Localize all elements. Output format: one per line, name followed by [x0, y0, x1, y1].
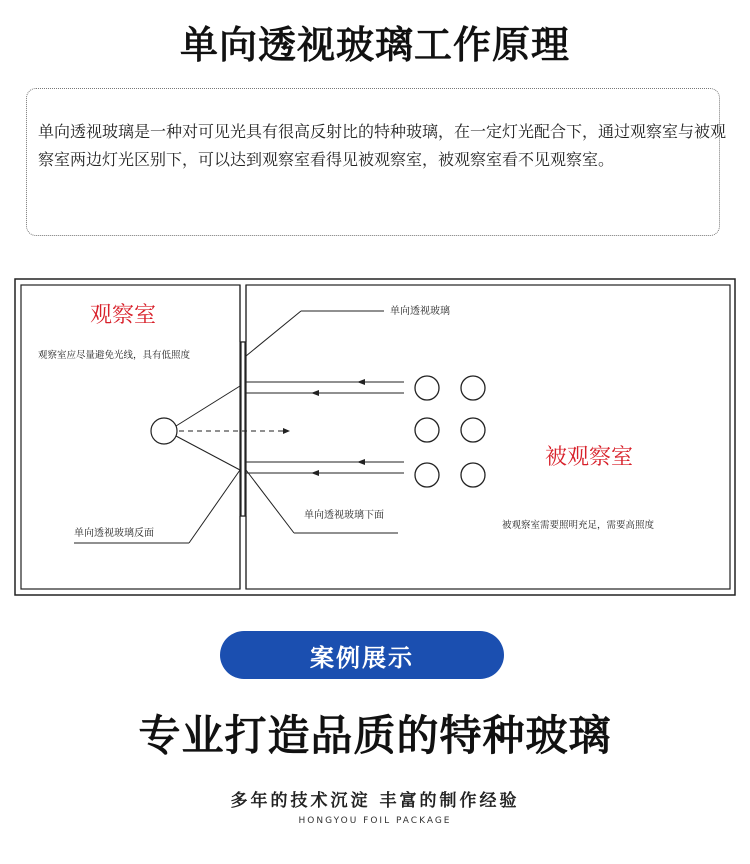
glass-back-label: 单向透视玻璃反面	[74, 528, 154, 539]
section-subline: 多年的技术沉淀 丰富的制作经验	[230, 791, 520, 811]
observed-room-title: 被观察室	[545, 445, 634, 470]
section-headline: 专业打造品质的特种玻璃	[138, 711, 612, 760]
brand-name: HONGYOU FOIL PACKAGE	[298, 816, 452, 826]
light-source	[415, 463, 439, 487]
light-source	[415, 376, 439, 400]
intro-text: 单向透视玻璃是一种对可见光具有很高反射比的特种玻璃，在一定灯光配合下，通过观察室与被观察室两边灯光区别下，可以达到观察室看得见被观察室，被观察室看不见观察室。	[38, 122, 727, 169]
glass-pane	[241, 342, 245, 516]
observation-room-title: 观察室	[90, 303, 157, 328]
light-source	[461, 376, 485, 400]
observation-room-note: 观察室应尽量避免光线，具有低照度	[38, 350, 191, 361]
light-source	[415, 418, 439, 442]
page-title: 单向透视玻璃工作原理	[179, 23, 570, 67]
light-source	[461, 418, 485, 442]
glass-front-label: 单向透视玻璃下面	[304, 510, 384, 521]
light-source	[461, 463, 485, 487]
glass-label: 单向透视玻璃	[390, 306, 450, 317]
principle-diagram	[14, 278, 736, 596]
observed-room-frame	[246, 285, 730, 589]
observer-eye	[151, 418, 177, 444]
observed-room-note: 被观察室需要照明充足，需要高照度	[502, 520, 655, 531]
case-showcase-badge: 案例展示	[220, 631, 504, 679]
